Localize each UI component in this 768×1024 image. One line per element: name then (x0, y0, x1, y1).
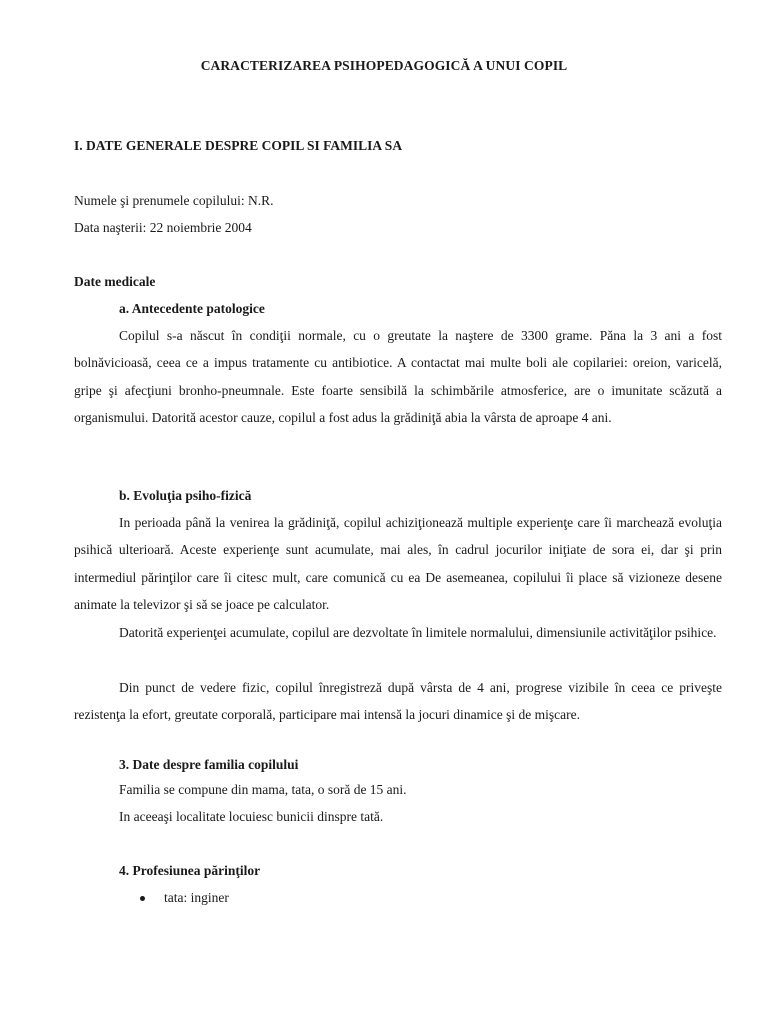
family-composition-line: Familia se compune din mama, tata, o soră de 15 ani. (119, 782, 407, 797)
paragraph-evolution-1: In perioada până la venirea la grădiniţă, copilul achiziţionează multiple experienţe care îi marchează evoluţia psihică ulterioară. Aceste experienţe sunt acumulate, mai ales, în cadrul jocurilor iniţiate de sora ei, dar şi prin intermediul părinţilor care îi citesc mult, care comunică cu ea De asemeanea, copilului îi place să vizioneze desene animate la televizor şi să se joace pe calculator. (74, 515, 722, 613)
profession-text: tata: inginer (164, 890, 229, 905)
document-title: CARACTERIZAREA PSIHOPEDAGOGICĂ A UNUI COPIL (200, 58, 568, 73)
list-item (140, 890, 229, 906)
family-grandparents-line: In aceeaşi localitate locuiesc bunicii dinspre tată. (119, 809, 384, 824)
subheading-psychophysical-evolution: b. Evoluţia psiho-fizică (119, 488, 252, 503)
birth-date-line: Data naşterii: 22 noiembrie 2004 (74, 220, 252, 235)
professions-list (140, 890, 229, 906)
paragraph-pathological-history: Copilul s-a născut în condiţii normale, cu o greutate la naştere de 3300 grame. Păna la 3 ani a fost bolnăvicioasă, ceea ce a impus tratamente cu antibiotice. A contactat mai multe boli ale copilariei: oreion, varicelă, gripe şi afecţiuni bronho-pneumnale. Este foarte sensibilă la schimbările atmosferice, are o imunitate scăzută a organismului. Datorită acestor cauze, copilul a fost adus la grădiniţă abia la vârsta de aproape 4 ani. (74, 328, 722, 426)
section-heading-general-data: I. DATE GENERALE DESPRE COPIL SI FAMILIA SA (74, 138, 403, 153)
paragraph-evolution-3: Din punct de vedere fizic, copilul înregistreză după vârsta de 4 ani, progrese vizibile în ceea ce priveşte rezistenţa la efort, greutate corporală, participare mai intensă la jocuri dinamice şi de mişcare. (74, 680, 722, 723)
medical-data-heading: Date medicale (74, 274, 156, 289)
subheading-pathological-history: a. Antecedente patologice (119, 301, 265, 316)
bullet-icon (140, 896, 145, 901)
subheading-family-data: 3. Date despre familia copilului (119, 757, 299, 772)
paragraph-evolution-2: Datorită experienţei acumulate, copilul are dezvoltate în limitele normalului, dimensiunile activităţilor psihice. (119, 625, 717, 640)
child-name-line: Numele şi prenumele copilului: N.R. (74, 193, 274, 208)
subheading-parents-profession: 4. Profesiunea părinţilor (119, 863, 261, 878)
